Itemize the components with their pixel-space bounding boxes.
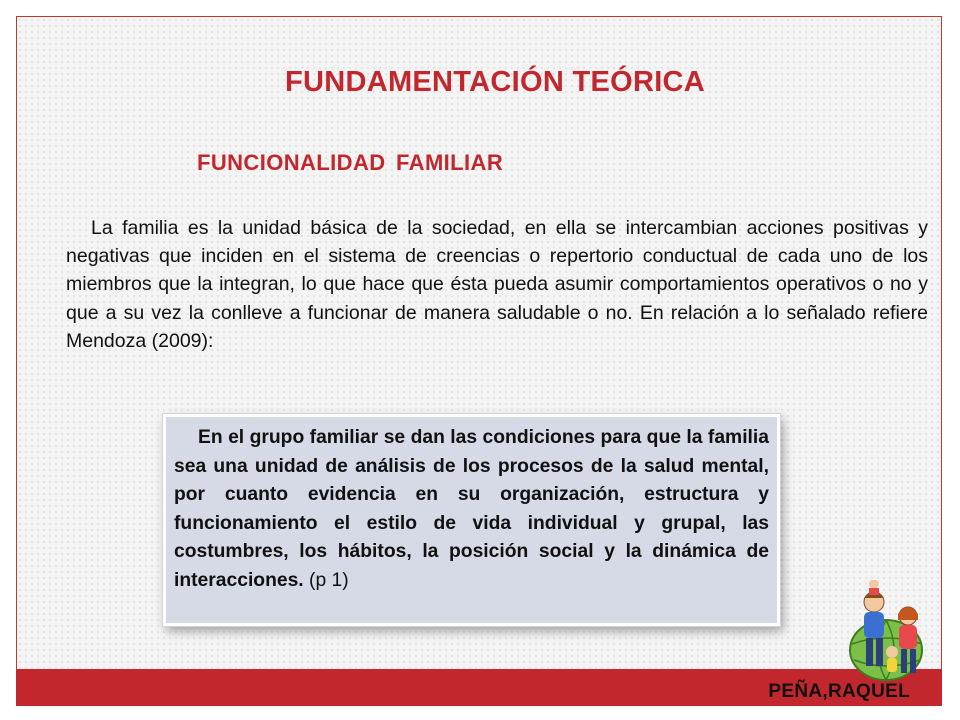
footer-author: PEÑA,RAQUEL — [768, 681, 910, 702]
quote-body: En el grupo familiar se dan las condiciones para que la familia sea una unidad de análisis de los procesos de la salud mental, por cuanto evidencia en su organización, estructura y funcionamiento el estilo de vida individual y grupal, las costumbres, los hábitos, la posición social y la dinámica de interacciones. — [174, 427, 769, 591]
body-paragraph: La familia es la unidad básica de la sociedad, en ella se intercambian acciones positivas y negativas que inciden en el sistema de creencias o repertorio conductual de cada uno de los miembros que la integran, lo que hace que ésta pueda asumir comportamientos operativos o no y que a su vez la conlleve a funcionar de manera saludable o no. En relación a lo señalado refiere Mendoza (2009): — [66, 217, 928, 352]
quote-citation: (p 1) — [309, 569, 349, 591]
quote-box — [163, 414, 780, 626]
quote-text — [174, 424, 769, 596]
family-clipart-icon — [836, 580, 948, 692]
slide-subtitle: FUNCIONALIDAD FAMILIAR — [197, 150, 504, 175]
slide-title: FUNDAMENTACIÓN TEÓRICA — [284, 66, 706, 98]
